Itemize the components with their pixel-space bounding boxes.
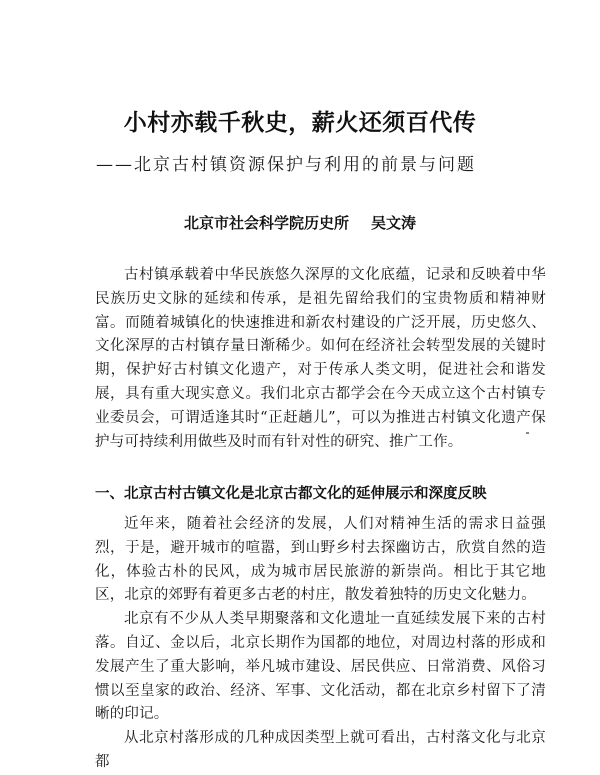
section-paragraph-2: 北京有不少从人类早期聚落和文化遗址一直延续发展下来的古村落。自辽、金以后，北京长期作为国都的地位，对周边村落的形成和发展产生了重大影响，举凡城市建设、居民供应、日常消费、风俗习惯以至皇家的政治、经济、军事、文化活动，都在北京乡村留下了清晰的印记。 [95,611,546,723]
author-line [0,212,600,233]
section-heading: 一、北京古村古镇文化是北京古都文化的延伸展示和深度反映 [95,486,487,502]
section-paragraph-3: 从北京村落形成的几种成因类型上就可看出，古村落文化与北京都 [95,730,546,770]
author-name: 吴文涛 [371,214,417,232]
article-title: 小村亦载千秋史，薪火还须百代传 [123,109,477,136]
section-body [95,513,546,775]
section-paragraph-1: 近年来，随着社会经济的发展，人们对精神生活的需求日益强烈，于是，避开城市的喧嚣，到山野乡村去探幽访古，欣赏自然的造化，体验古朴的民风，成为城市居民旅游的新崇尚。相比于其它地区，北京的郊野有着更多古老的村庄，散发着独特的历史文化魅力。 [95,516,546,604]
intro-block [95,264,546,454]
scan-speck [526,432,529,434]
intro-paragraph: 古村镇承载着中华民族悠久深厚的文化底蕴，记录和反映着中华民族历史文脉的延续和传承，是祖先留给我们的宝贵物质和精神财富。而随着城镇化的快速推进和新农村建设的广泛开展，历史悠久、文化深厚的古村镇存量日渐稀少。如何在经济社会转型发展的关键时期，保护好古村镇文化遗产，对于传承人类文明，促进社会和谐发展，具有重大现实意义。我们北京古都学会在今天成立这个古村镇专业委员会，可谓适逢其时“正赶趟儿”，可以为推进古村镇文化遗产保护与可持续利用做些及时而有针对性的研究、推广工作。 [95,267,546,450]
article-subtitle: ——北京古村镇资源保护与利用的前景与问题 [96,155,476,175]
author-affiliation: 北京市社会科学院历史所 [183,214,349,232]
